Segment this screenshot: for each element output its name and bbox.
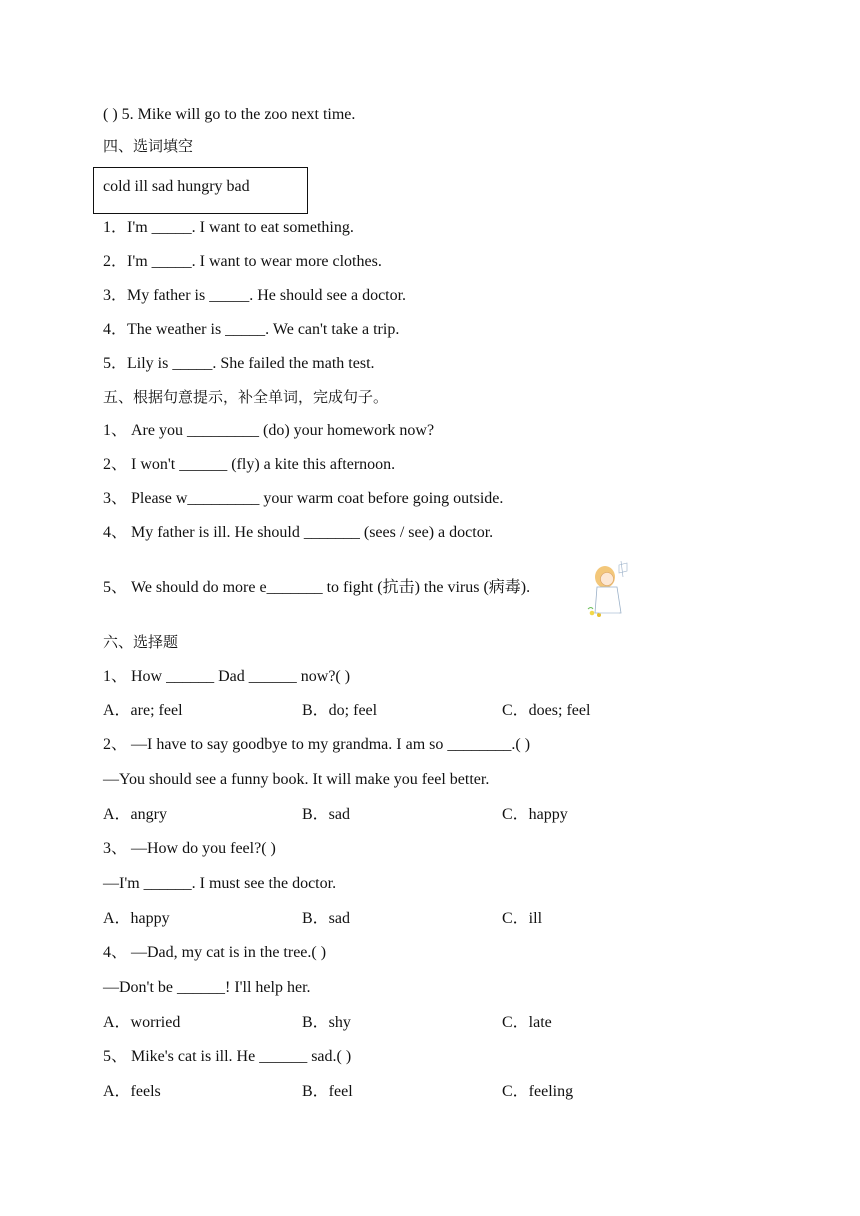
choice-q4-stem: 4、 —Dad, my cat is in the tree.( ) (103, 944, 327, 961)
choice-q5-option-c: C．feeling (502, 1083, 574, 1100)
section-6-heading: 六、选择题 (103, 633, 179, 651)
word-bank-box (93, 167, 308, 214)
choice-q1-stem: 1、 How ______ Dad ______ now?( ) (103, 668, 351, 685)
complete-item-4: 4、 My father is ill. He should _______ (sees / see) a doctor. (103, 524, 494, 541)
fill-item-4: 4．The weather is _____. We can't take a trip. (103, 321, 400, 338)
word-bank-words: cold ill sad hungry bad (103, 178, 250, 195)
choice-q3-reply: —I'm ______. I must see the doctor. (103, 875, 337, 892)
complete-item-3: 3、 Please w_________ your warm coat before going outside. (103, 490, 504, 507)
choice-q1-option-b: B．do; feel (302, 702, 378, 719)
choice-q5-option-b: B．feel (302, 1083, 353, 1100)
question-5-true-false: ( ) 5. Mike will go to the zoo next time. (103, 106, 356, 123)
choice-q2-reply: —You should see a funny book. It will make you feel better. (103, 771, 490, 788)
choice-q1-option-a: A．are; feel (103, 702, 183, 719)
fill-item-1: 1．I'm _____. I want to eat something. (103, 219, 354, 236)
choice-q3-option-c: C．ill (502, 910, 543, 927)
choice-q2-option-c: C．happy (502, 806, 568, 823)
complete-item-1: 1、 Are you _________ (do) your homework now? (103, 422, 435, 439)
choice-q3-option-a: A．happy (103, 910, 170, 927)
section-4-heading: 四、选词填空 (103, 137, 194, 155)
choice-q4-reply: —Don't be ______! I'll help her. (103, 979, 311, 996)
choice-q5-option-a: A．feels (103, 1083, 161, 1100)
choice-q5-stem: 5、 Mike's cat is ill. He ______ sad.( ) (103, 1048, 352, 1065)
fill-item-2: 2．I'm _____. I want to wear more clothes. (103, 253, 382, 270)
complete-item-2: 2、 I won't ______ (fly) a kite this afternoon. (103, 456, 396, 473)
choice-q1-option-c: C．does; feel (502, 702, 591, 719)
fill-item-5: 5．Lily is _____. She failed the math test. (103, 355, 375, 372)
complete-item-5: 5、 We should do more e_______ to fight (抗击) the virus (病毒). (103, 579, 531, 596)
choice-q4-option-a: A．worried (103, 1014, 181, 1031)
section-5-heading: 五、根据句意提示，补全单词，完成句子。 (103, 388, 389, 406)
choice-q3-option-b: B．sad (302, 910, 351, 927)
fill-item-3: 3．My father is _____. He should see a doctor. (103, 287, 407, 304)
choice-q4-option-c: C．late (502, 1014, 552, 1031)
choice-q4-option-b: B．shy (302, 1014, 351, 1031)
choice-q2-option-a: A．angry (103, 806, 167, 823)
choice-q2-option-b: B．sad (302, 806, 351, 823)
choice-q3-stem: 3、 —How do you feel?( ) (103, 840, 276, 857)
doctor-girl-illustration (583, 557, 633, 621)
choice-q2-stem: 2、 —I have to say goodbye to my grandma. I am so ________.( ) (103, 736, 531, 753)
